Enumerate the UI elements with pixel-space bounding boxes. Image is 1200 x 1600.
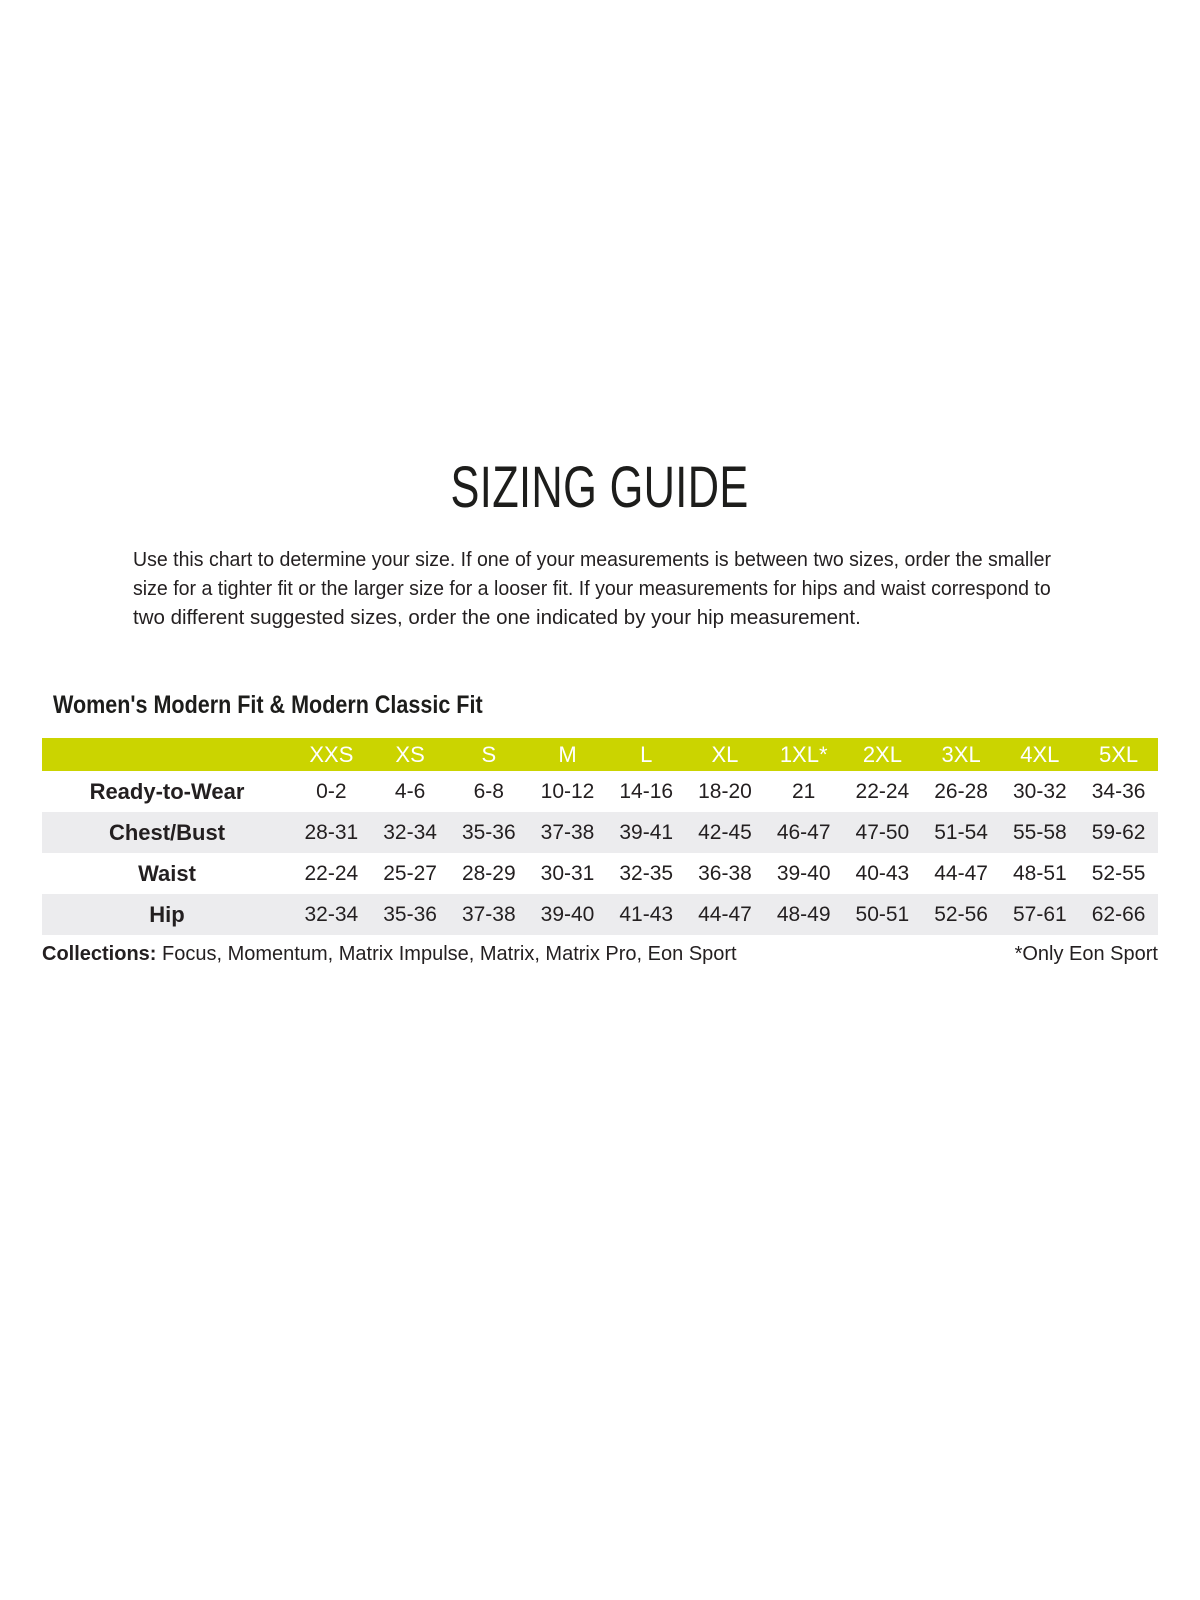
size-column-header: 3XL [922,738,1001,771]
size-cell: 41-43 [619,902,674,926]
size-cell: 40-43 [855,861,910,885]
size-cell: 25-27 [383,861,437,885]
size-cell: 32-34 [383,820,437,844]
size-cell: 30-32 [1012,779,1067,803]
size-cell: 10-12 [540,779,595,803]
size-cell: 28-29 [461,861,516,885]
size-column-header: M [528,738,607,771]
size-cell: 39-41 [619,820,674,844]
intro-line: Use this chart to determine your size. If one of your measurements is between two sizes, order the smaller [133,548,1051,571]
size-cell: 35-36 [461,820,516,844]
size-column-header: XXS [292,738,371,771]
size-column-header: XS [371,738,450,771]
size-cell: 52-55 [1091,861,1146,885]
size-cell: 26-28 [934,779,988,803]
size-cell: 62-66 [1091,902,1146,926]
size-table-corner-cell [42,738,292,771]
size-cell: 39-40 [776,861,831,885]
size-cell: 59-62 [1091,820,1146,844]
size-cell: 4-6 [394,779,426,803]
size-table-section [42,690,1158,967]
size-cell: 39-40 [540,902,595,926]
size-column-header: 5XL [1079,738,1158,771]
table-footer [42,941,1158,967]
size-cell: 32-35 [619,861,674,885]
intro-line: two different suggested sizes, order the one indicated by your hip measurement. [133,606,861,629]
size-cell: 35-36 [383,902,437,926]
size-cell: 55-58 [1012,820,1067,844]
size-cell: 48-51 [1012,861,1067,885]
size-cell: 18-20 [698,779,752,803]
size-cell: 0-2 [316,779,347,803]
footnote: *Only Eon Sport [1014,943,1158,965]
size-column-header: 2XL [843,738,922,771]
size-cell: 32-34 [304,902,359,926]
size-cell: 30-31 [540,861,595,885]
collections-line [42,941,737,967]
page-title: SIZING GUIDE [450,455,750,520]
size-column-header: 4XL [1000,738,1079,771]
size-table-header-row [42,738,1158,771]
size-cell: 36-38 [698,861,752,885]
size-cell: 34-36 [1091,779,1146,803]
size-cell: 46-47 [776,820,831,844]
row-label: Ready-to-Wear [89,778,245,804]
size-cell: 42-45 [698,820,752,844]
size-cell: 22-24 [304,861,359,885]
collections-list: Focus, Momentum, Matrix Impulse, Matrix, Matrix Pro, Eon Sport [162,943,737,965]
size-column-header: S [449,738,528,771]
size-cell: 51-54 [934,820,988,844]
size-cell: 37-38 [540,820,595,844]
row-label: Waist [138,860,196,886]
size-cell: 52-56 [934,902,988,926]
size-column-header: XL [686,738,765,771]
intro-line: size for a tighter fit or the larger size for a looser fit. If your measurements for hips and waist correspond to [133,577,1051,600]
table-row [42,771,1158,812]
size-cell: 47-50 [855,820,910,844]
size-cell: 14-16 [619,779,674,803]
size-cell: 22-24 [855,779,910,803]
intro-paragraph [133,545,1051,632]
section-heading: Women's Modern Fit & Modern Classic Fit [53,691,483,719]
page-title-wrap [0,455,1200,521]
size-cell: 44-47 [934,861,988,885]
size-cell: 48-49 [776,902,831,926]
size-cell: 50-51 [855,902,910,926]
size-cell: 44-47 [698,902,752,926]
row-label: Chest/Bust [108,819,226,845]
size-cell: 21 [791,779,816,803]
size-table [42,738,1158,935]
row-label: Hip [149,901,185,927]
table-row [42,812,1158,853]
size-column-header: L [607,738,686,771]
size-cell: 6-8 [473,779,504,803]
collections-label: Collections: [42,943,157,965]
table-row [42,894,1158,935]
size-cell: 57-61 [1012,902,1067,926]
table-row [42,853,1158,894]
size-cell: 28-31 [304,820,359,844]
size-column-header: 1XL* [764,738,843,771]
size-cell: 37-38 [461,902,516,926]
